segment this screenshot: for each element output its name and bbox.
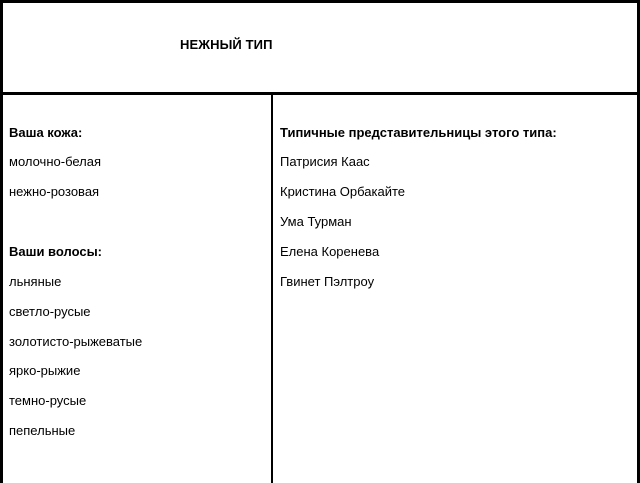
hair-item: светло-русые: [9, 304, 91, 319]
left-column-cell: [0, 95, 273, 483]
skin-item: нежно-розовая: [9, 184, 100, 199]
examples-heading: Типичные представительницы этого типа:: [280, 125, 557, 140]
hair-item: темно-русые: [9, 393, 87, 408]
title-cell: [0, 0, 640, 95]
example-item: Кристина Орбакайте: [280, 184, 406, 199]
hair-item: льняные: [9, 274, 62, 289]
right-column-cell: [273, 95, 640, 483]
example-item: Патрисия Каас: [280, 154, 370, 169]
hair-item: золотисто-рыжеватые: [9, 334, 143, 349]
example-item: Гвинет Пэлтроу: [280, 274, 375, 289]
example-item: Елена Коренева: [280, 244, 380, 259]
skin-heading: Ваша кожа:: [9, 125, 83, 140]
hair-item: ярко-рыжие: [9, 363, 81, 378]
skin-item: молочно-белая: [9, 154, 102, 169]
hair-item: пепельные: [9, 423, 76, 438]
example-item: Ума Турман: [280, 214, 352, 229]
hair-heading: Ваши волосы:: [9, 244, 103, 259]
page-title: НЕЖНЫЙ ТИП: [180, 37, 273, 52]
